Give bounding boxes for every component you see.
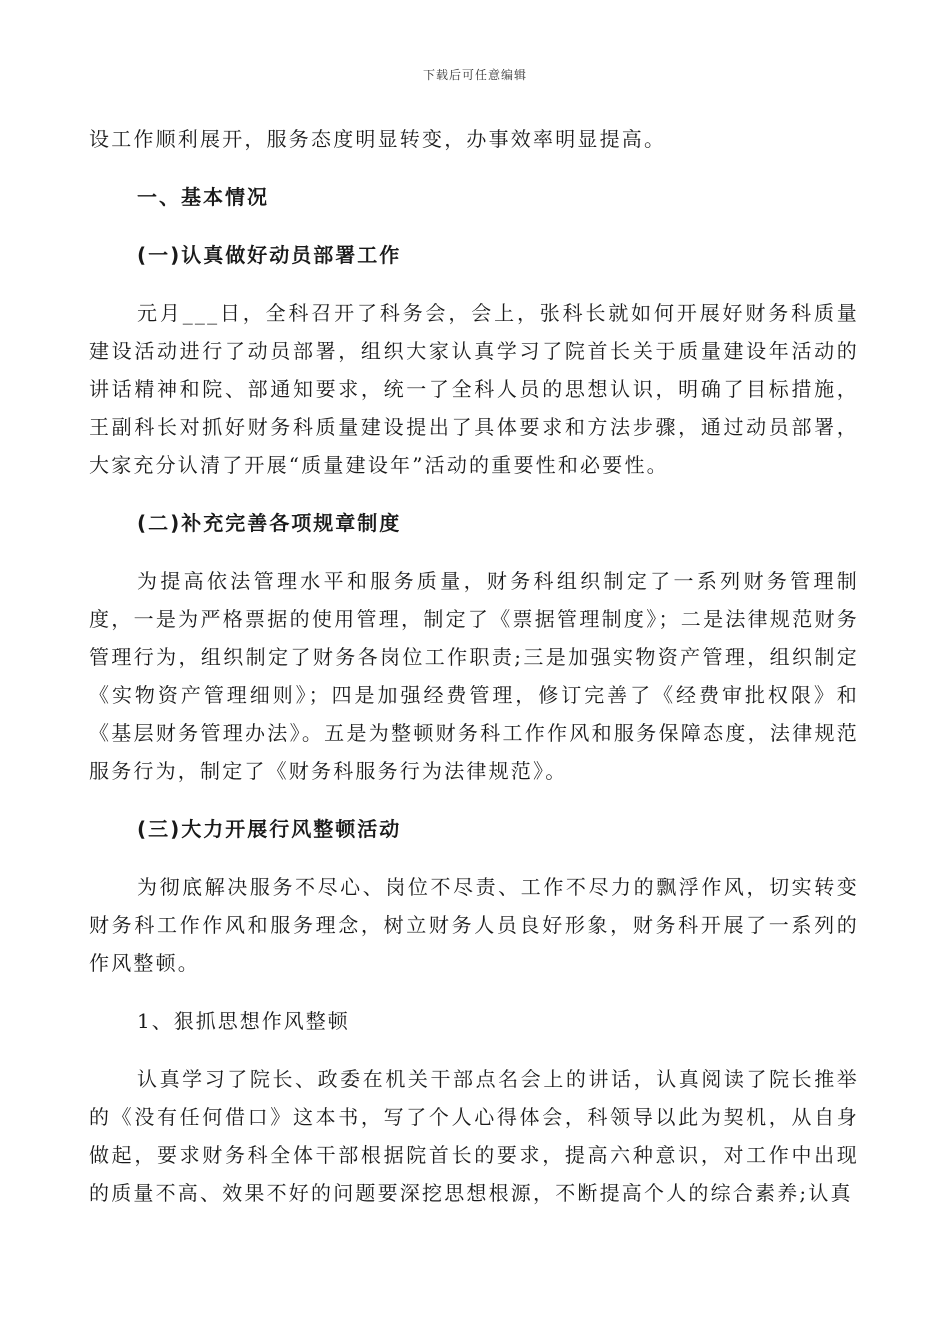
- opening-line: 设工作顺利展开，服务态度明显转变，办事效率明显提高。: [89, 127, 667, 151]
- subsection-heading-1: (一)认真做好动员部署工作: [137, 243, 402, 267]
- section-heading-basic-situation: 一、基本情况: [137, 185, 269, 209]
- subsection-2-paragraph: 为提高依法管理水平和服务质量，财务科组织制定了一系列财务管理制度，一是为严格票据的使用管理，制定了《票据管理制度》；二是法律规范财务管理行为，组织制定了财务各岗位工作职责;三是加强实物资产管理，组织制定《实物资产管理细则》；四是加强经费管理，修订完善了《经费审批权限》和《基层财务管理办法》。五是为整顿财务科工作作风和服务保障态度，法律规范服务行为，制定了《财务科服务行为法律规范》。: [89, 569, 859, 783]
- subsection-heading-2: (二)补充完善各项规章制度: [137, 511, 402, 535]
- item-1-heading: 1、狠抓思想作风整顿: [137, 1009, 350, 1033]
- item-1-paragraph: 认真学习了院长、政委在机关干部点名会上的讲话，认真阅读了院长推举的《没有任何借口》这本书，写了个人心得体会，科领导以此为契机，从自身做起，要求财务科全体干部根据院首长的要求，提高六种意识，对工作中出现的质量不高、效果不好的问题要深挖思想根源，不断提高个人的综合素养;认真: [89, 1067, 859, 1205]
- subsection-3-paragraph: 为彻底解决服务不尽心、岗位不尽责、工作不尽力的飘浮作风，切实转变财务科工作作风和服务理念，树立财务人员良好形象，财务科开展了一系列的作风整顿。: [89, 875, 859, 975]
- page-header-note: 下载后可任意编辑: [422, 68, 527, 82]
- subsection-1-paragraph: 元月___日，全科召开了科务会，会上，张科长就如何开展好财务科质量建设活动进行了动员部署，组织大家认真学习了院首长关于质量建设年活动的讲话精神和院、部通知要求，统一了全科人员的思想认识，明确了目标措施，王副科长对抓好财务科质量建设提出了具体要求和方法步骤，通过动员部署，大家充分认清了开展“质量建设年”活动的重要性和必要性。: [89, 301, 859, 477]
- document-body: [89, 120, 859, 1212]
- subsection-heading-3: (三)大力开展行风整顿活动: [137, 817, 402, 841]
